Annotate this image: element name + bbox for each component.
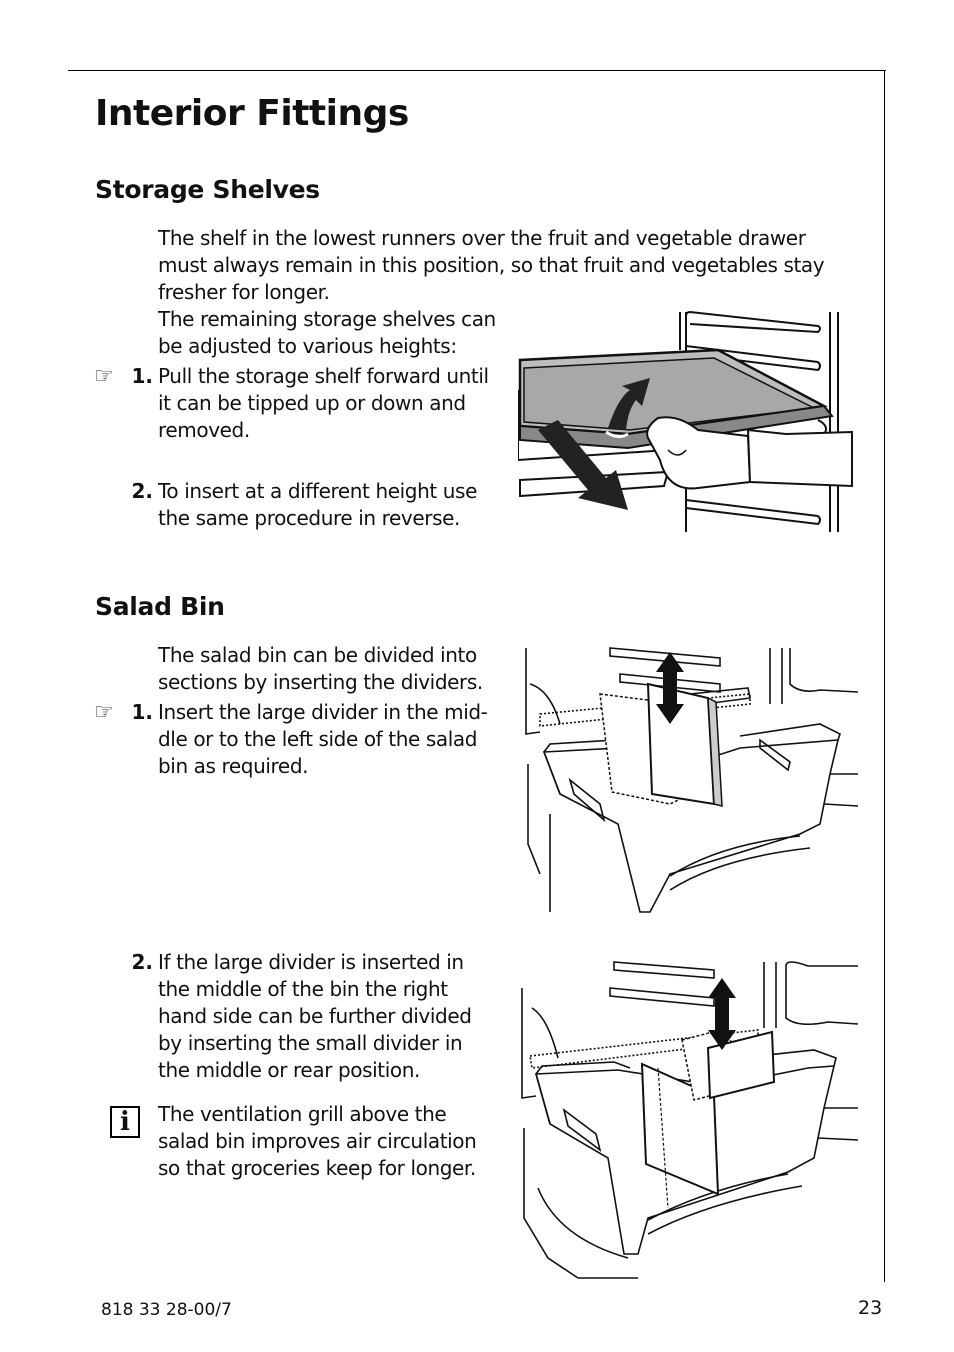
step-line: bin as required. xyxy=(158,754,309,778)
right-rule xyxy=(884,70,885,1282)
storage-intro-line: must always remain in this position, so that fruit and vegetables stay xyxy=(158,253,825,277)
salad-intro xyxy=(158,642,483,696)
storage-step2-number: 2. xyxy=(131,479,153,503)
pointing-hand-icon: ☞ xyxy=(94,364,114,389)
storage-intro-line: The shelf in the lowest runners over the fruit and vegetable drawer xyxy=(158,226,806,250)
pointing-hand-icon: ☞ xyxy=(94,700,114,725)
document-code: 818 33 28-00/7 xyxy=(101,1300,232,1320)
page-title: Interior Fittings xyxy=(95,93,409,134)
step-line: hand side can be further divided xyxy=(158,1004,472,1028)
step-line: by inserting the small divider in xyxy=(158,1031,463,1055)
step-line: the middle or rear position. xyxy=(158,1058,420,1082)
step-line: Pull the storage shelf forward until xyxy=(158,364,489,388)
salad-step1 xyxy=(158,699,488,780)
storage-heading: Storage Shelves xyxy=(95,175,320,204)
step-line: the middle of the bin the right xyxy=(158,977,448,1001)
info-icon: i xyxy=(110,1106,140,1138)
salad-step2-number: 2. xyxy=(131,950,153,974)
step-line: If the large divider is inserted in xyxy=(158,950,464,974)
step-line: To insert at a different height use xyxy=(158,479,477,503)
info-line: salad bin improves air circulation xyxy=(158,1129,477,1153)
storage-intro-line: be adjusted to various heights: xyxy=(158,334,457,358)
salad-step2 xyxy=(158,949,472,1084)
salad-intro-line: The salad bin can be divided into xyxy=(158,643,477,667)
storage-intro-line: The remaining storage shelves can xyxy=(158,307,496,331)
storage-step1-number: 1. xyxy=(131,364,153,388)
salad-bin-small-divider-illustration xyxy=(518,958,860,1284)
salad-step1-number: 1. xyxy=(131,700,153,724)
step-line: it can be tipped up or down and xyxy=(158,391,466,415)
storage-step1 xyxy=(158,363,489,444)
salad-heading: Salad Bin xyxy=(95,592,225,621)
storage-step2 xyxy=(158,478,477,532)
step-line: removed. xyxy=(158,418,250,442)
step-line: dle or to the left side of the salad xyxy=(158,727,478,751)
info-line: so that groceries keep for longer. xyxy=(158,1156,476,1180)
salad-intro-line: sections by inserting the dividers. xyxy=(158,670,483,694)
step-line: Insert the large divider in the mid- xyxy=(158,700,488,724)
top-rule xyxy=(68,70,886,71)
info-line: The ventilation grill above the xyxy=(158,1102,447,1126)
step-line: the same procedure in reverse. xyxy=(158,506,460,530)
shelf-illustration xyxy=(518,310,858,532)
storage-intro-line: fresher for longer. xyxy=(158,280,330,304)
salad-bin-large-divider-illustration xyxy=(520,644,860,916)
info-note xyxy=(158,1101,476,1182)
page-number: 23 xyxy=(858,1297,883,1319)
